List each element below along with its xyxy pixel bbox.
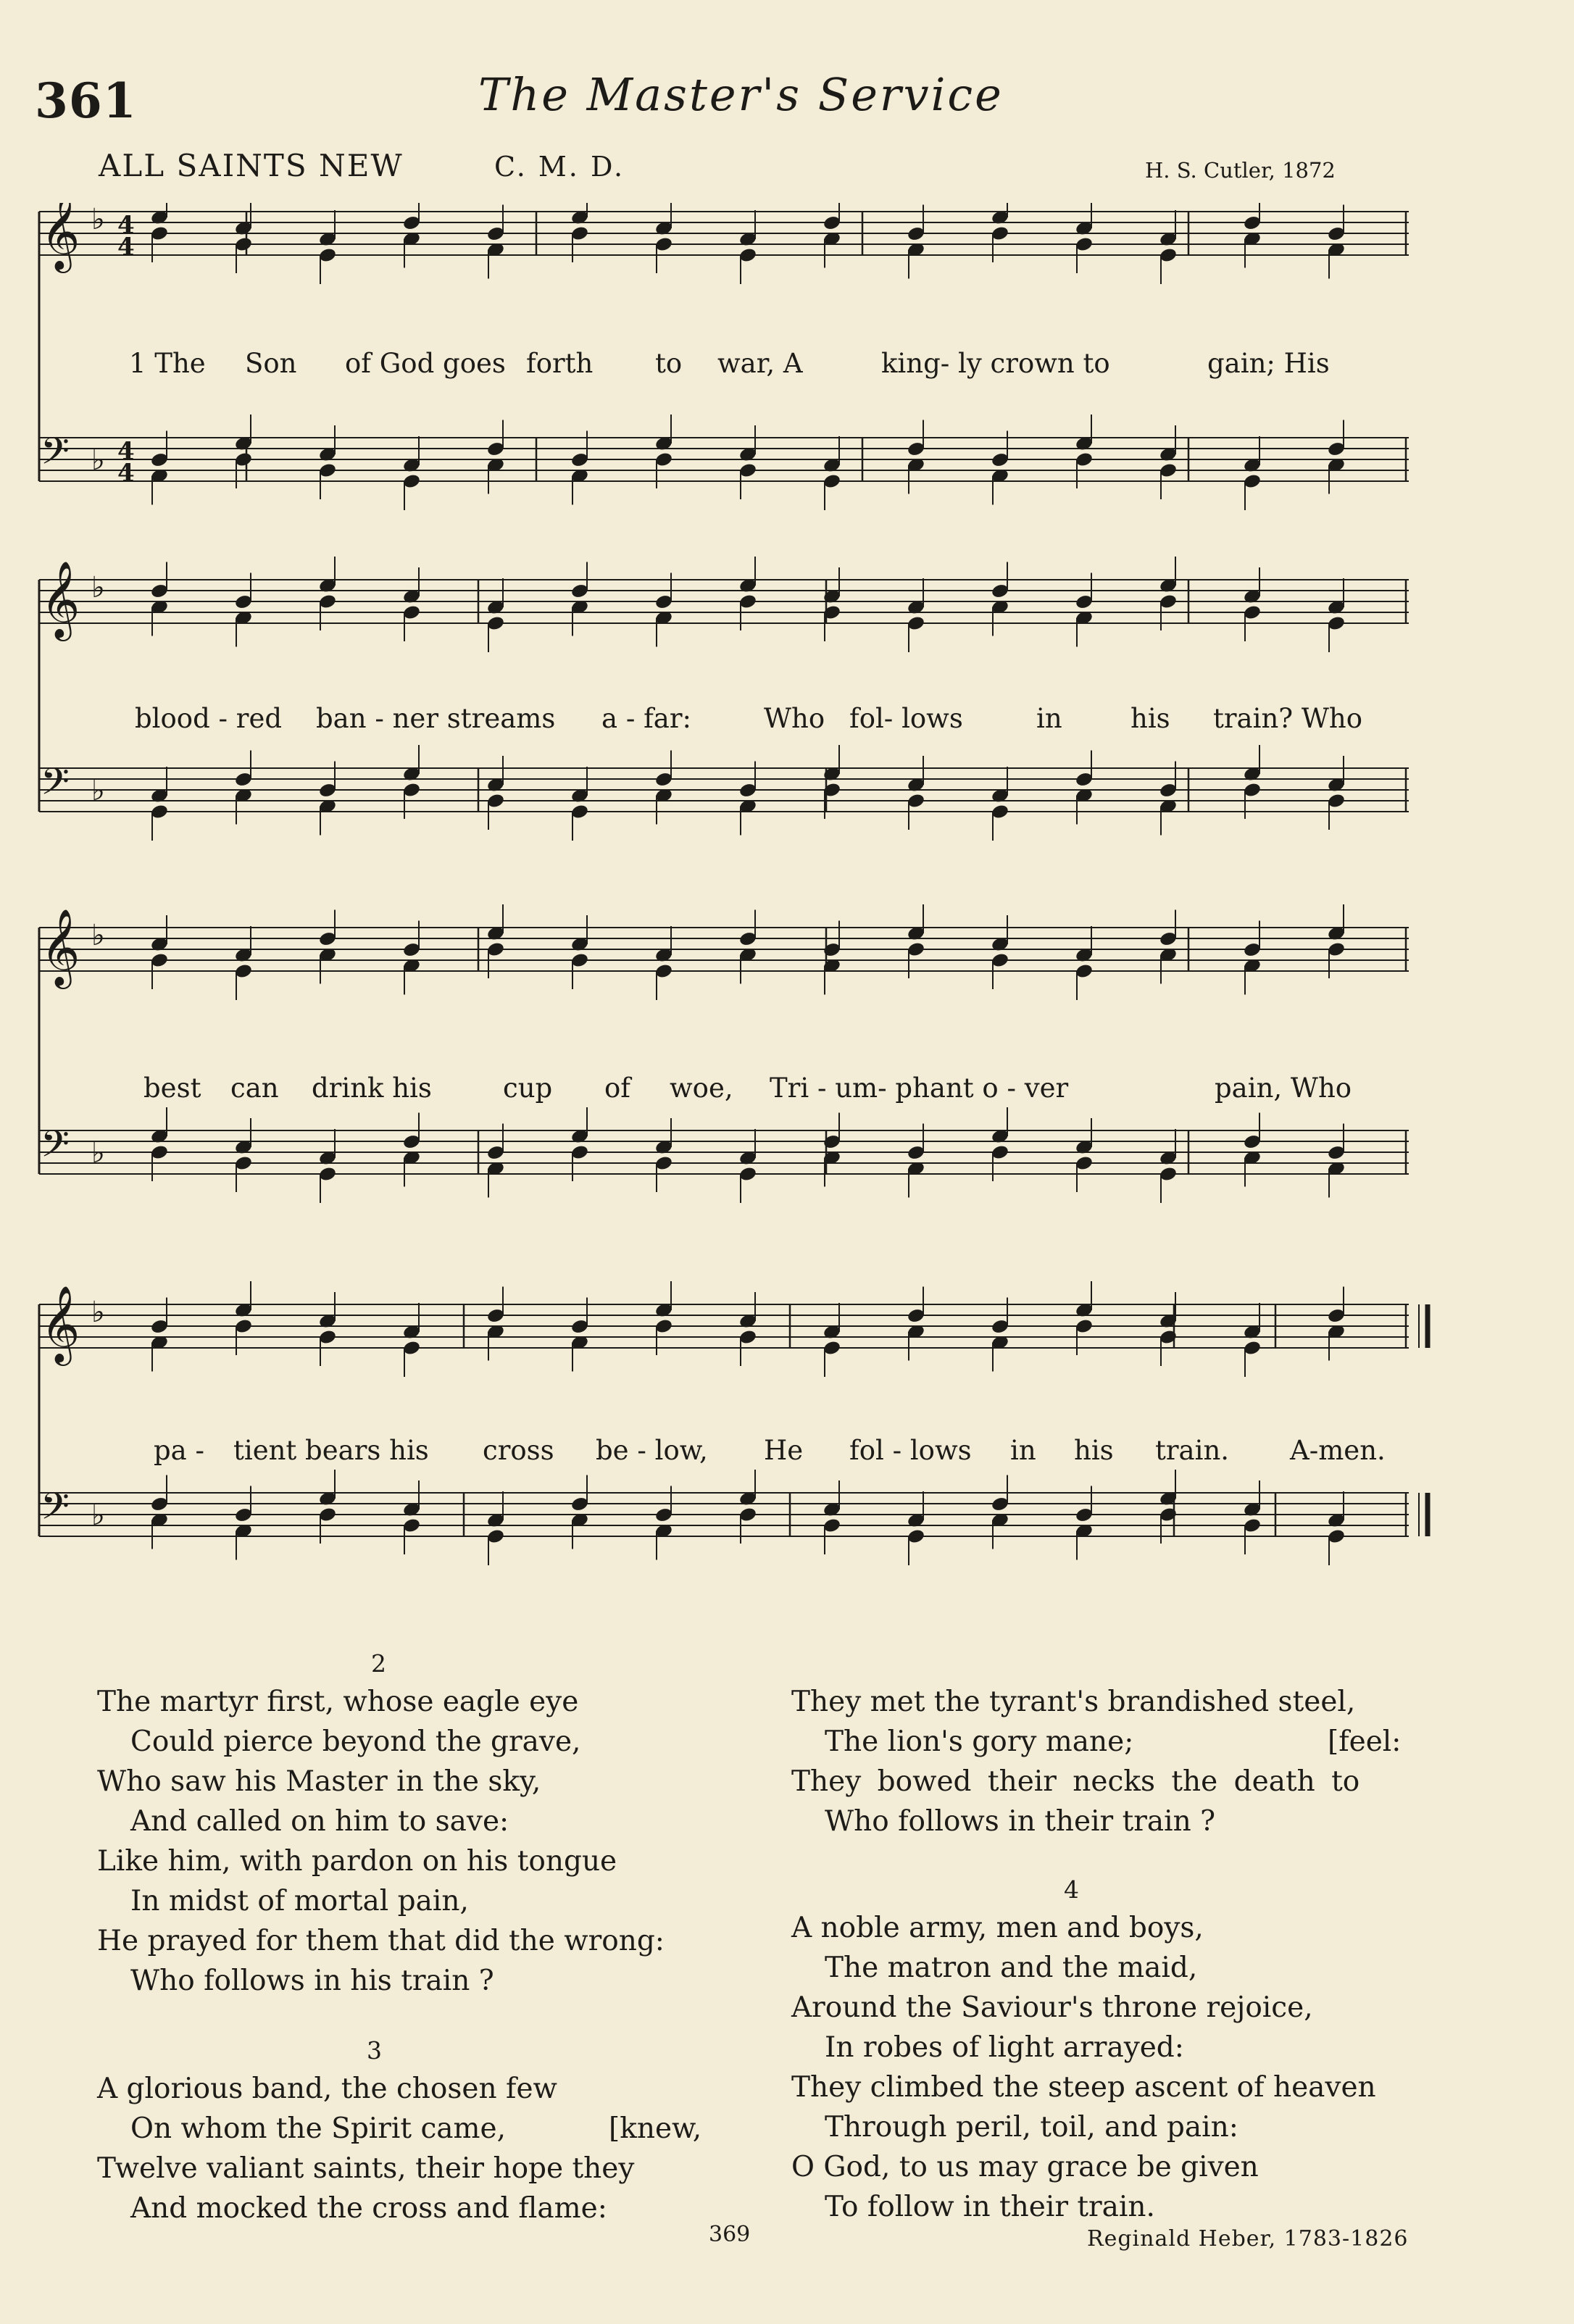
verse-line: And mocked the cross and flame:: [130, 2192, 607, 2225]
lyric-syllable: 1 The: [129, 348, 206, 379]
lyric-syllable: A-men.: [1290, 1435, 1386, 1466]
bass-clef-icon: 𝄢: [41, 759, 70, 812]
score-notation: [29, 203, 1478, 1623]
lyric-syllable: tient bears his: [233, 1435, 429, 1466]
lyric-syllable: gain; His: [1207, 348, 1330, 379]
stanza-number: 2: [371, 1649, 386, 1678]
verse-line: A noble army, men and boys,: [791, 1912, 1204, 1944]
stanza-number: 4: [1064, 1875, 1079, 1904]
lyric-syllable: Son: [245, 348, 297, 379]
time-signature-digit: 4: [117, 437, 135, 466]
flat-icon: ♭: [91, 1136, 105, 1170]
verse-line: Through peril, toil, and pain:: [825, 2111, 1238, 2144]
verse-line: Around the Saviour's throne rejoice,: [791, 1991, 1313, 2024]
verse-line: He prayed for them that did the wrong:: [97, 1925, 665, 1957]
verse-line: On whom the Spirit came,: [130, 2112, 507, 2145]
lyric-syllable: in: [1010, 1435, 1036, 1466]
verse-line: They climbed the steep ascent of heaven: [791, 2071, 1376, 2104]
flat-icon: ♭: [91, 203, 105, 236]
lyric-syllable: drink his: [312, 1073, 432, 1104]
stanza-number: 3: [367, 2036, 382, 2065]
lyric-syllable: blood - red: [135, 703, 283, 734]
lyric-syllable: can: [230, 1073, 279, 1104]
flat-icon: ♭: [91, 774, 105, 807]
flat-icon: ♭: [91, 443, 105, 477]
page-number: 369: [709, 2222, 751, 2247]
flat-icon: ♭: [91, 919, 105, 952]
bass-clef-icon: 𝄢: [41, 1484, 70, 1537]
lyric-syllable: be - low,: [596, 1435, 708, 1466]
verse-line: The lion's gory mane;: [825, 1725, 1134, 1758]
treble-clef-icon: 𝄞: [41, 1285, 80, 1362]
bass-clef-icon: 𝄢: [41, 429, 70, 482]
verse-line-overflow: [knew,: [609, 2112, 702, 2145]
flat-icon: ♭: [91, 1499, 105, 1532]
lyric-syllable: pain, Who: [1215, 1073, 1352, 1104]
lyric-syllable: a - far:: [601, 703, 691, 734]
tune-name: ALL SAINTS NEW: [99, 148, 404, 183]
bass-clef-icon: 𝄢: [41, 1122, 70, 1175]
lyric-syllable: best: [143, 1073, 201, 1104]
lyric-syllable: Who: [764, 703, 825, 734]
lyric-syllable: train.: [1155, 1435, 1230, 1466]
lyric-syllable: cross: [483, 1435, 554, 1466]
verse-line: Like him, with pardon on his tongue: [97, 1845, 617, 1878]
lyric-syllable: woe,: [670, 1073, 733, 1104]
lyric-syllable: cup: [503, 1073, 553, 1104]
lyric-syllable: his: [1074, 1435, 1114, 1466]
lyric-syllable: He: [764, 1435, 804, 1466]
verse-line: In robes of light arrayed:: [825, 2031, 1184, 2064]
hymn-number: 361: [35, 72, 137, 129]
verse-line-overflow: [feel:: [1328, 1725, 1402, 1758]
lyric-syllable: of: [604, 1073, 630, 1104]
lyric-syllable: his: [1130, 703, 1170, 734]
tune-meter: C. M. D.: [494, 151, 625, 183]
treble-clef-icon: 𝄞: [41, 203, 80, 270]
treble-clef-icon: 𝄞: [41, 560, 80, 638]
verse-line: A glorious band, the chosen few: [97, 2073, 557, 2105]
lyric-syllable: fol- lows: [849, 703, 963, 734]
verse-line: The martyr first, whose eagle eye: [97, 1686, 579, 1718]
lyric-syllable: to: [655, 348, 683, 379]
flat-icon: ♭: [91, 1296, 105, 1329]
lyric-syllable: pa -: [154, 1435, 205, 1466]
section-title: The Master's Service: [478, 68, 1004, 121]
lyric-syllable: war, A: [717, 348, 803, 379]
verse-line: O God, to us may grace be given: [791, 2151, 1259, 2183]
verse-line: In midst of mortal pain,: [130, 1885, 469, 1917]
verse-line: They met the tyrant's brandished steel,: [791, 1686, 1356, 1718]
lyric-syllable: train? Who: [1213, 703, 1363, 734]
verse-line: They bowed their necks the death to: [791, 1765, 1360, 1798]
lyric-syllable: of God goes: [345, 348, 506, 379]
author-credit: Reginald Heber, 1783-1826: [1087, 2226, 1409, 2252]
verse-line: And called on him to save:: [130, 1805, 509, 1838]
verse-line: Twelve valiant saints, their hope they: [97, 2152, 635, 2185]
time-signature-digit: 4: [117, 459, 135, 488]
time-signature-digit: 4: [117, 233, 135, 262]
lyric-syllable: forth: [526, 348, 594, 379]
flat-icon: ♭: [91, 571, 105, 604]
verse-line: To follow in their train.: [825, 2191, 1155, 2223]
lyric-syllable: king- ly crown to: [881, 348, 1110, 379]
time-signature-digit: 4: [117, 211, 135, 240]
lyric-syllable: Tri - um- phant o - ver: [770, 1073, 1069, 1104]
lyric-syllable: in: [1036, 703, 1062, 734]
lyric-syllable: fol - lows: [849, 1435, 972, 1466]
composer-credit: H. S. Cutler, 1872: [1145, 158, 1336, 183]
verse-line: Could pierce beyond the grave,: [130, 1725, 581, 1758]
lyric-syllable: ban - ner streams: [316, 703, 556, 734]
verse-line: The matron and the maid,: [825, 1952, 1198, 1984]
verse-line: Who follows in their train ?: [825, 1805, 1216, 1838]
music-score: [29, 203, 1478, 1623]
treble-clef-icon: 𝄞: [41, 908, 80, 986]
verse-line: Who follows in his train ?: [130, 1965, 494, 1997]
verse-line: Who saw his Master in the sky,: [97, 1765, 541, 1798]
